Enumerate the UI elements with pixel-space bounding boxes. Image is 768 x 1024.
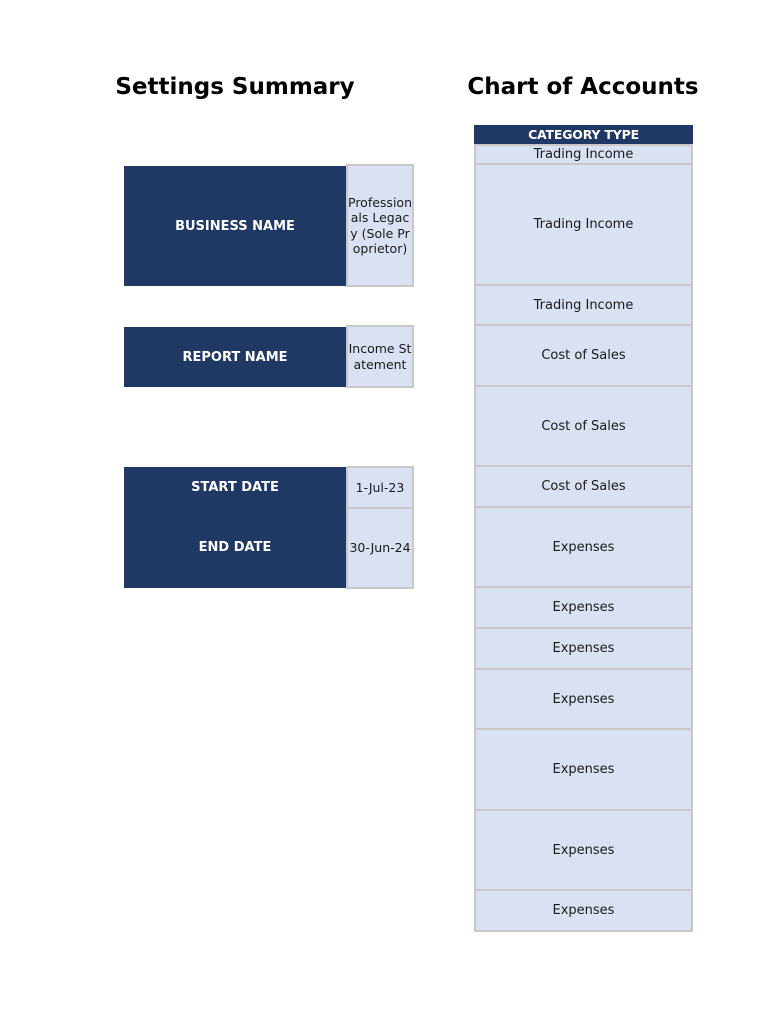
coa-row[interactable]: Cost of Sales	[474, 467, 693, 508]
coa-row[interactable]: Trading Income	[474, 144, 693, 165]
coa-row[interactable]: Cost of Sales	[474, 326, 693, 387]
coa-row[interactable]: Expenses	[474, 588, 693, 629]
end-date-value-text: 30-Jun-24	[349, 540, 411, 556]
category-type-header: CATEGORY TYPE	[474, 125, 693, 144]
coa-row[interactable]: Cost of Sales	[474, 387, 693, 467]
start-date-value-text: 1-Jul-23	[355, 479, 405, 495]
business-name-value-text: Professionals Legacy (Sole Proprietor)	[348, 194, 412, 256]
coa-row[interactable]: Expenses	[474, 811, 693, 891]
end-date-label: END DATE	[198, 540, 272, 555]
coa-row[interactable]: Trading Income	[474, 165, 693, 286]
report-name-value[interactable]	[346, 325, 414, 388]
report-name-label: REPORT NAME	[124, 327, 346, 387]
chart-of-accounts-table	[474, 125, 693, 932]
end-date-value[interactable]	[346, 507, 414, 589]
chart-of-accounts-title: Chart of Accounts	[467, 74, 699, 100]
coa-row[interactable]: Trading Income	[474, 286, 693, 326]
business-name-label: BUSINESS NAME	[124, 166, 346, 286]
coa-row[interactable]: Expenses	[474, 730, 693, 811]
business-name-value[interactable]	[346, 164, 414, 287]
settings-summary-title: Settings Summary	[115, 74, 355, 100]
report-name-value-text: Income Statement	[348, 341, 412, 372]
coa-row[interactable]: Expenses	[474, 508, 693, 588]
coa-row[interactable]: Expenses	[474, 629, 693, 670]
coa-row[interactable]: Expenses	[474, 670, 693, 730]
coa-row[interactable]: Expenses	[474, 891, 693, 932]
start-date-value[interactable]	[346, 466, 414, 509]
start-date-label: START DATE	[191, 479, 279, 495]
